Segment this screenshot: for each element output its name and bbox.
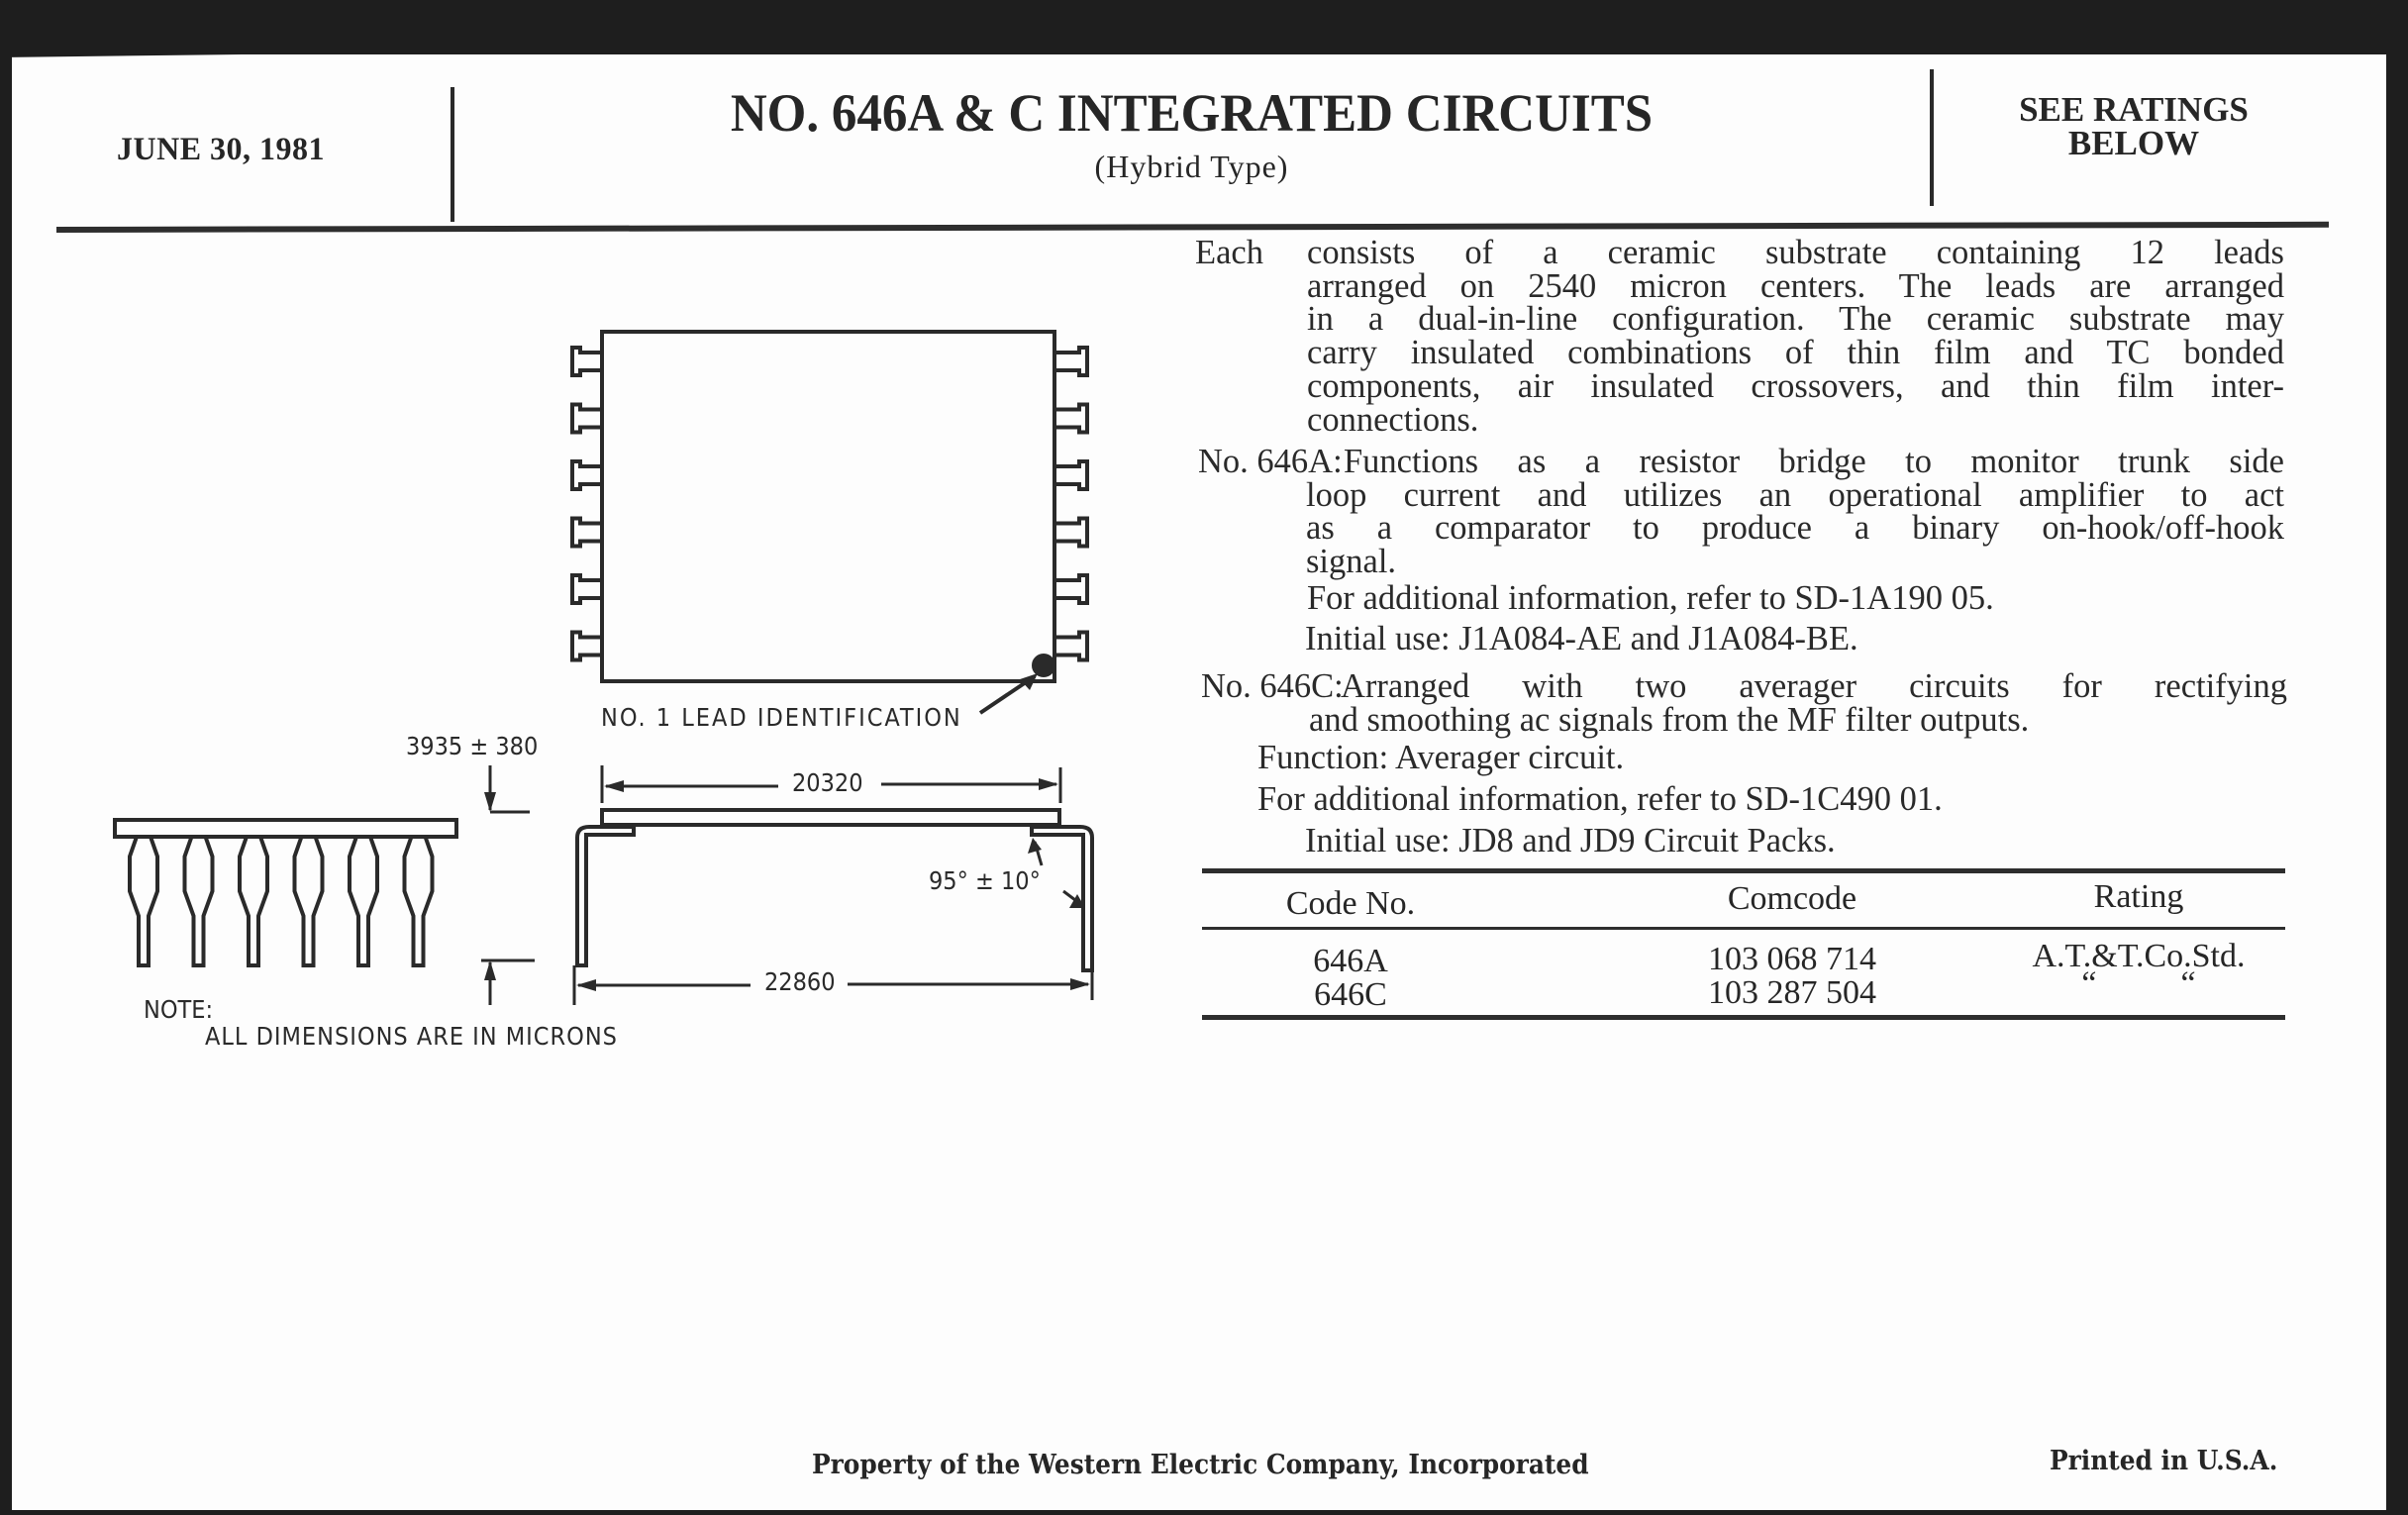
text-line: Functions as a resistor bridge to monitor trunk side <box>1344 443 2284 480</box>
side-view-lead <box>405 837 433 965</box>
646a-initial-use: Initial use: J1A084-AE and J1A084-BE. <box>1305 620 1858 657</box>
646a-text <box>1195 443 2284 581</box>
footer-property: Property of the Western Electric Company, Incorporated <box>812 1450 1589 1480</box>
cell-rating: A.T.&T.Co.Std. <box>2032 938 2246 974</box>
cell-comcode: 103 068 714 <box>1708 941 1876 977</box>
top-view-lead <box>1054 461 1087 489</box>
cell-rating: “ “ <box>2081 965 2196 1002</box>
top-view-right-leads <box>1054 348 1087 660</box>
page-subtitle: (Hybrid Type) <box>1094 149 1289 184</box>
lead-angle-label: 95° ± 10° <box>929 866 1041 895</box>
646c-lead: No. 646C: <box>1201 667 1344 705</box>
side-view-substrate <box>115 820 456 837</box>
height-dim-arrowhead-bottom <box>484 960 496 980</box>
note-label: NOTE: <box>144 995 214 1024</box>
top-view-lead <box>572 575 602 603</box>
end-view-substrate <box>602 810 1059 825</box>
intro-lead: Each <box>1195 234 1263 271</box>
top-view-lead <box>572 519 602 547</box>
text-line: as a comparator to produce a binary on-hook/off-hook <box>1306 509 2284 548</box>
table-bottom-rule <box>1202 1015 2285 1020</box>
col-header-comcode: Comcode <box>1727 880 1857 917</box>
ratings-note-line2: BELOW <box>2067 124 2200 162</box>
col-header-rating: Rating <box>2093 878 2184 915</box>
top-view-lead <box>572 633 602 660</box>
text-line: loop current and utilizes an operational amplifier to act <box>1306 475 2284 514</box>
646a-lead: No. 646A: <box>1198 443 1343 480</box>
cell-code: 646A <box>1313 943 1388 979</box>
span-dim-arrowhead-left <box>604 780 624 792</box>
top-view-lead <box>1054 633 1087 660</box>
top-view-left-leads <box>572 348 602 660</box>
top-view-body <box>602 332 1054 681</box>
text-line: Arranged with two averager circuits for rectifying <box>1341 667 2287 705</box>
top-view-lead <box>1054 519 1087 547</box>
end-view-right-lead <box>1032 827 1092 970</box>
ratings-note-line1: SEE RATINGS <box>2019 90 2249 129</box>
side-view-lead <box>295 837 323 965</box>
issue-date: JUNE 30, 1981 <box>117 132 325 167</box>
cell-code: 646C <box>1314 976 1387 1013</box>
lead-one-marker <box>1034 656 1054 675</box>
footer-printed: Printed in U.S.A. <box>2050 1446 2278 1476</box>
top-view-lead <box>1054 575 1087 603</box>
side-view-lead <box>130 837 157 965</box>
side-view-lead <box>350 837 377 965</box>
top-view-lead <box>1054 405 1087 433</box>
lead-id-label: NO. 1 LEAD IDENTIFICATION <box>601 703 962 732</box>
angle-arrowhead-top <box>1028 838 1042 854</box>
646c-text <box>1195 669 2287 737</box>
text-line: arranged on 2540 micron centers. The leads are arranged <box>1307 266 2284 305</box>
height-dimension-label: 3935 ± 380 <box>406 732 539 760</box>
text-line: in a dual-in-line configuration. The ceramic substrate may <box>1307 300 2284 339</box>
side-view-leads <box>130 837 433 965</box>
page-title: NO. 646A & C INTEGRATED CIRCUITS <box>730 84 1654 144</box>
646c-reference: For additional information, refer to SD-1C490 01. <box>1257 780 1943 818</box>
table-header-rule <box>1202 927 2285 930</box>
top-view-lead <box>572 405 602 433</box>
646c-function: Function: Averager circuit. <box>1257 739 1625 776</box>
top-view-lead <box>572 348 602 375</box>
table-top-rule <box>1202 868 2285 873</box>
top-view-lead <box>1054 348 1087 375</box>
top-view-lead <box>572 461 602 489</box>
cell-comcode: 103 287 504 <box>1708 974 1876 1011</box>
end-view-left-lead <box>577 827 634 965</box>
646a-reference: For additional information, refer to SD-1A190 05. <box>1307 579 1994 617</box>
height-dim-arrowhead-top <box>484 792 496 812</box>
width-dim-arrowhead-left <box>576 979 596 991</box>
intro-text <box>1307 236 2284 437</box>
width-dimension-label: 22860 <box>764 967 836 996</box>
header-divider-right <box>1930 69 1934 206</box>
side-view-lead <box>185 837 213 965</box>
span-dim-arrowhead-right <box>1039 778 1058 790</box>
text-line: and smoothing ac signals from the MF filter outputs. <box>1309 700 2030 739</box>
note-text: ALL DIMENSIONS ARE IN MICRONS <box>205 1022 618 1051</box>
package-outline-diagram <box>0 0 1168 1089</box>
ratings-note <box>1936 90 2332 162</box>
text-line: carry insulated combinations of thin film and TC bonded <box>1307 334 2284 372</box>
text-line: consists of a ceramic substrate containing 12 leads <box>1307 234 2284 271</box>
side-view-lead <box>240 837 267 965</box>
text-line: signal. <box>1306 543 1397 581</box>
col-header-code: Code No. <box>1285 885 1416 922</box>
646c-initial-use: Initial use: JD8 and JD9 Circuit Packs. <box>1305 822 1836 859</box>
span-dimension-label: 20320 <box>792 768 863 797</box>
text-line: connections. <box>1307 400 1479 439</box>
text-line: components, air insulated crossovers, and thin film inter- <box>1307 366 2284 405</box>
width-dim-arrowhead-right <box>1070 978 1090 990</box>
